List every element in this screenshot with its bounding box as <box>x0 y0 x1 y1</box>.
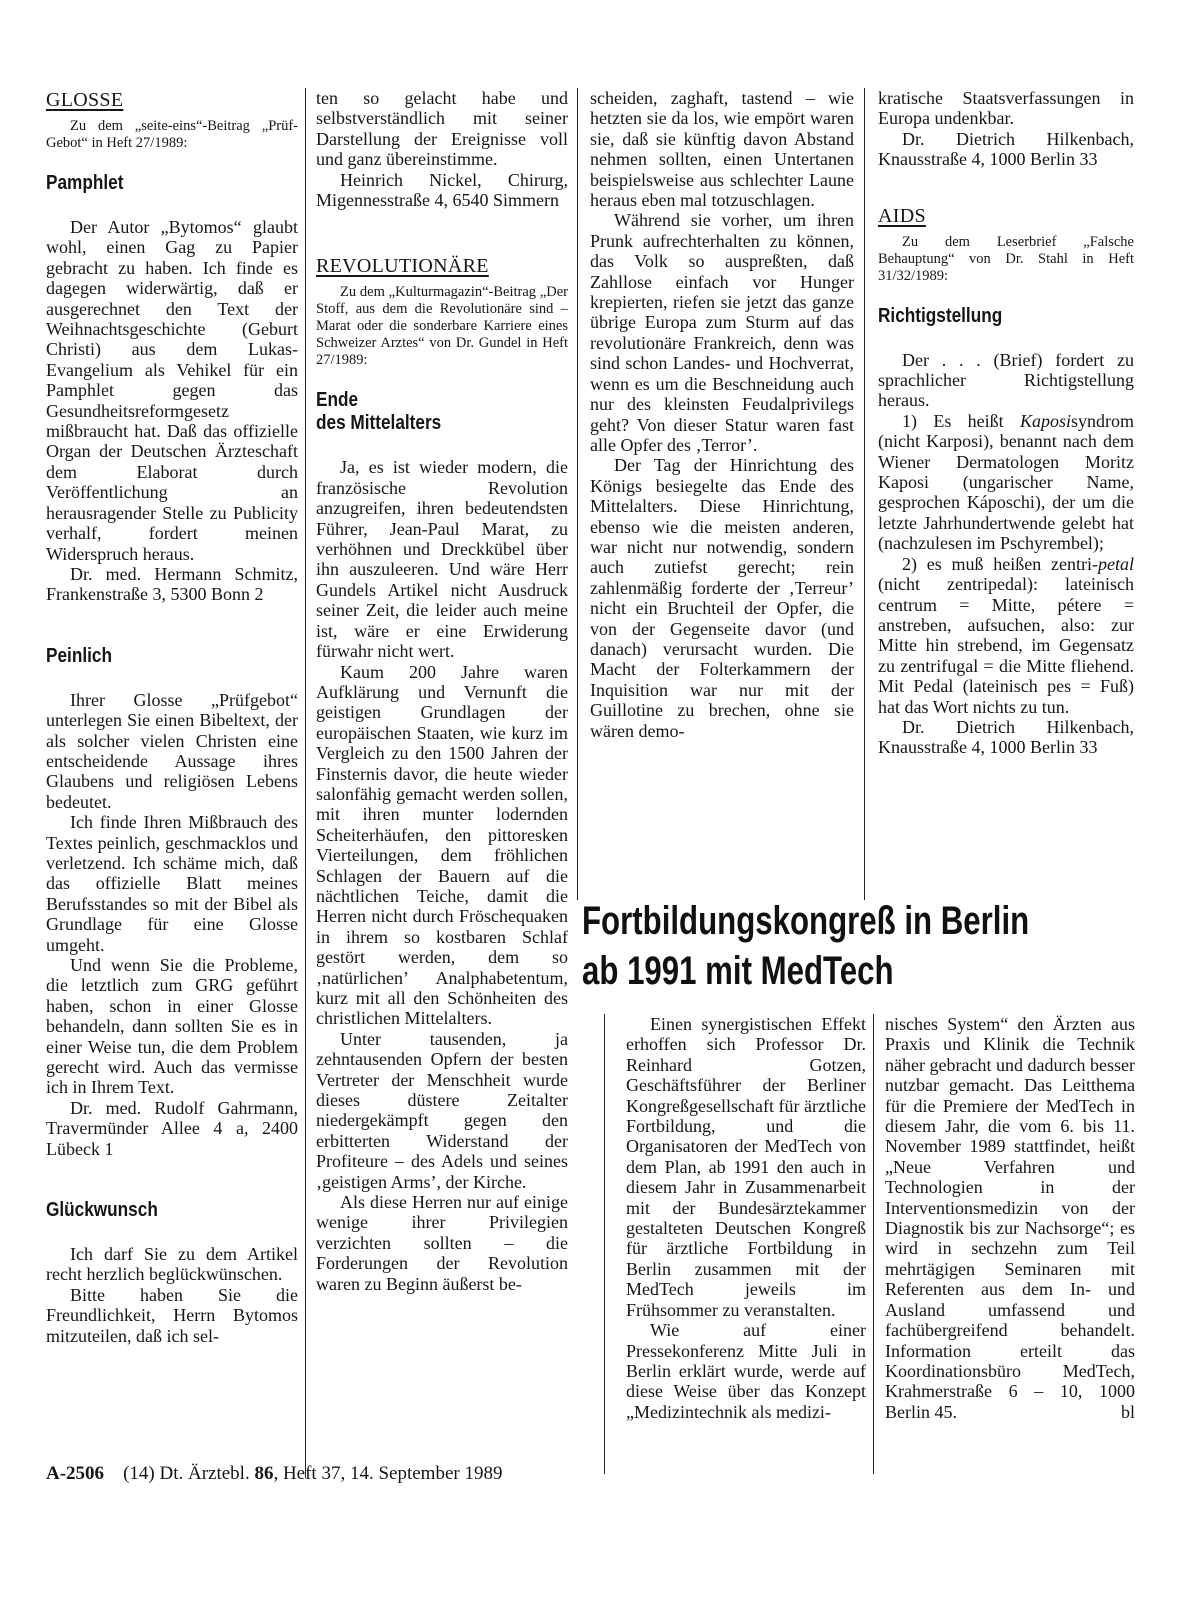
letter-text: Der . . . (Brief) fordert zu sprachlicher Richtigstellung heraus. <box>878 349 1134 411</box>
rubric-glosse: GLOSSE <box>46 89 124 111</box>
letter-text: Bitte haben Sie die Freundlichkeit, Herrn Bytomos mitzuteilen, daß ich sel- <box>46 1284 298 1346</box>
letter-signature: Dr. med. Rudolf Gahrmann, Travermünder Allee 4 a, 2400 Lübeck 1 <box>46 1097 298 1159</box>
letter-signature: Dr. Dietrich Hilkenbach, Knausstraße 4, 1000 Berlin 33 <box>878 128 1134 170</box>
letter-text: Während sie vorher, um ihren Prunk aufrechterhalten zu können, das Volk so auspreßten, daß Zahllose einfach vor Hunger krepierten, riefen sie jetzt das ganze übrige Europa zum Sturm auf das revolutionäre Frankreich, denn was sind schon Landes- und Hochverrat, wenn es um die Beschneidung auch nur des kleinsten Feudalprivilegs geht? Von dieser Statur waren fast alle Opfer des ‚Terror’. <box>590 210 854 455</box>
column-1 <box>46 88 298 1346</box>
article-text: nisches System“ den Ärzten aus Praxis und Klinik die Technik näher gebracht und dadurch besser nutzbar gemacht. Das Leitthema für die Premiere der MedTech in diesem Jahr, die vom 6. bis 11. November 1989 stattfindet, heißt „Neue Verfahren und Technologien in der Interventionsmedizin von der Diagnostik bis zur Nachsorge“; es wird in sechzehn zum Teil mehrtägigen Seminaren mit Referenten aus dem In- und Ausland umfassend und fachübergreifend behandelt. Information erteilt das Koordinationsbüro MedTech, Krahmerstraße 6 – 10, 1000 Berlin 45. bl <box>885 1014 1135 1422</box>
reference-note: Zu dem „seite-eins“-Beitrag „Prüf-Gebot“ in Heft 27/1989: <box>46 118 298 151</box>
rubric-aids: AIDS <box>878 204 926 227</box>
reference-note: Zu dem „Kulturmagazin“-Beitrag „Der Stoff, aus dem die Revolutionäre sind – Marat oder die sonderbare Karriere eines Schweizer Arztes“ von Dr. Gundel in Heft 27/1989: <box>316 284 568 369</box>
letter-text: Ihrer Glosse „Prüfgebot“ unterlegen Sie einen Bibeltext, der als solcher vielen Christen eine entscheidende Aussage ihres Glaubens und religiösen Lebens bedeutet. <box>46 689 298 812</box>
letter-text: Als diese Herren nur auf einige wenige ihrer Privilegien verzichten sollten – die Forderungen der Revolution waren zu Beginn äußerst be- <box>316 1192 568 1294</box>
volume-number: 86 <box>254 1463 274 1484</box>
letter-text: ten so gelacht habe und selbstverständlich mit seiner Darstellung der Ereignisse voll und ganz übereinstimme. <box>316 88 568 170</box>
column-rule <box>604 1014 605 1474</box>
column-rule <box>305 88 306 1478</box>
issue-date: , Heft 37, 14. September 1989 <box>273 1463 503 1484</box>
page-number: A-2506 <box>46 1463 105 1484</box>
letter-text: scheiden, zaghaft, tastend – wie hetzten sie da los, wie empört waren sie, daß sie künftig davon Abstand nehmen sollten, einen Untertanen beispielsweise aus schlechter Laune heraus eben mal totzuschlagen. <box>590 88 854 211</box>
letter-title-pamphlet: Pamphlet <box>46 172 124 194</box>
column-rule <box>577 88 578 900</box>
column-2 <box>316 88 568 1294</box>
column-4 <box>878 88 1134 758</box>
article-author: bl <box>1120 1401 1135 1422</box>
reference-note: Zu dem Leserbrief „Falsche Behauptung“ von Dr. Stahl in Heft 31/32/1989: <box>878 233 1134 284</box>
rubric-revolutionaere: REVOLUTIONÄRE <box>316 255 489 278</box>
column-rule <box>873 1014 874 1474</box>
article-text: Einen synergistischen Effekt erhoffen sich Professor Dr. Reinhard Gotzen, Geschäftsführer der Berliner Kongreßgesellschaft für ärztliche Fortbildung, und die Organisatoren der MedTech von dem Plan, ab 1991 den auch in diesem Jahr in Zusammenarbeit mit der Bundesärztekammer gestalteten Deutschen Kongreß für ärztliche Fortbildung in Berlin zusammen mit der MedTech jeweils im Frühsommer zu veranstalten. <box>626 1014 866 1320</box>
letter-signature: Dr. med. Hermann Schmitz, Frankenstraße 3, 5300 Bonn 2 <box>46 563 298 605</box>
letter-text: Ich finde Ihren Mißbrauch des Textes peinlich, geschmacklos und verletzend. Ich schäme mich, daß das offizielle Blatt meines Berufsstandes so mit der Bibel als Grundlage für eine Glosse umgeht. <box>46 812 298 955</box>
letter-text: kratische Staatsverfassungen in Europa undenkbar. <box>878 88 1134 129</box>
letter-signature: Heinrich Nickel, Chirurg, Migennesstraße 4, 6540 Simmern <box>316 169 568 211</box>
letter-signature: Dr. Dietrich Hilkenbach, Knausstraße 4, 1000 Berlin 33 <box>878 716 1134 758</box>
letter-title-glueckwunsch: Glückwunsch <box>46 1199 158 1222</box>
letter-text: Der Tag der Hinrichtung des Königs besiegelte das Ende des Mittelalters. Diese Hinrichtung, ebenso wie die meisten anderen, war nicht nur notwendig, sondern auch zutiefst gerecht; rein zahlenmäßig forderte der ‚Terreur’ nicht ein Bruchteil der Opfer, die von der Gegenseite davor (und danach) verursacht wurden. Die Macht der Folterkammern der Inquisition war nur mit der Guillotine zu brechen, ohne sie wären demo- <box>590 455 854 741</box>
letter-title-peinlich: Peinlich <box>46 644 112 667</box>
letter-text: Und wenn Sie die Probleme, die letztlich zum GRG geführt haben, schon in einer Glosse behandeln, dann sollten Sie es in einer Weise tun, die dem Problem gerecht wird. Auch das vermisse ich in Ihrem Text. <box>46 955 298 1098</box>
letter-text: Ja, es ist wieder modern, die französische Revolution anzugreifen, ihren bedeutendsten Führer, Jean-Paul Marat, zu verhöhnen und Dreckkübel über ihn auszuleeren. Und wäre Herr Gundels Artikel nicht Ausdruck seiner Zeit, die leider auch meine ist, wäre er eine Erwiderung fürwahr nicht wert. <box>316 457 568 662</box>
column-rule <box>864 88 865 900</box>
article-column-2 <box>885 1014 1135 1422</box>
column-3 <box>590 88 854 741</box>
article-text: Wie auf einer Pressekonferenz Mitte Juli in Berlin erklärt wurde, werde auf diese Weise über das Konzept „Medizintechnik als medizi- <box>626 1320 866 1422</box>
letter-title-ende-des-mittelalters: Ende des Mittelalters <box>316 389 442 435</box>
letter-text: 1) Es heißt Kaposisyndrom (nicht Karposi), benannt nach dem Wiener Dermatologen Moritz Kaposi (ungarischer Name, gesprochen Káposchi), der um die letzte Jahrhundertwende gelebt hat (nachzulesen im Pschyrembel); <box>878 410 1134 554</box>
letter-title-richtigstellung: Richtigstellung <box>878 304 1003 327</box>
article-headline: Fortbildungskongreß in Berlin ab 1991 mit MedTech <box>582 899 1030 993</box>
letter-text: Der Autor „Bytomos“ glaubt wohl, einen Gag zu Papier gebracht zu haben. Ich finde es dagegen widerwärtig, daß er ausgerechnet den Text der Weihnachtsgeschichte (Geburt Christi) aus dem Lukas-Evangelium als Vehikel für ein Pamphlet gegen das Gesundheitsreformgesetz mißbraucht hat. Daß das offizielle Organ der Deutschen Ärzteschaft dem Elaborat durch Veröffentlichung an herausragender Stelle zu Publicity verhalf, fordert meinen Widerspruch heraus. <box>46 217 298 564</box>
letter-text: Ich darf Sie zu dem Artikel recht herzlich beglückwünschen. <box>46 1244 298 1285</box>
letter-text: Kaum 200 Jahre waren Aufklärung und Vernunft die geistigen Grundlagen der europäischen Staaten, wie kurz im Vergleich zu den 1500 Jahren der Finsternis davor, die heute wieder salonfähig gemacht werden sollen, mit ihren munter lodernden Scheiterhäufen, den pittoresken Vierteilungen, dem fröhlichen Schlagen der Bauern auf die nächtlichen Teiche, damit die Herren nicht durch Fröschequaken in ihrem so kostbaren Schlaf gestört werden, dem so ‚natürlichen’ Analphabetentum, kurz mit all den Schönheiten des christlichen Mittelalters. <box>316 661 568 1029</box>
journal-citation: (14) Dt. Ärztebl. <box>123 1463 255 1484</box>
article-column-1 <box>626 1014 866 1422</box>
letter-text: 2) es muß heißen zentri-petal (nicht zentripedal): lateinisch centrum = Mitte, pétere = anstreben, aufsuchen, also: zur Mitte hin strebend, im Gegensatz zu zentrifugal = die Mitte fliehend. Mit Pedal (lateinisch pes = Fuß) hat das Wort nichts zu tun. <box>878 553 1134 717</box>
letter-text: Unter tausenden, ja zehntausenden Opfern der besten Vertreter der Menschheit wurde dieses düstere Zeitalter niedergekämpft gegen den erbitterten Widerstand der Profiteure – des Adels und seines ‚geistigen Arms’, der Kirche. <box>316 1028 568 1192</box>
page-footer <box>46 1463 502 1485</box>
